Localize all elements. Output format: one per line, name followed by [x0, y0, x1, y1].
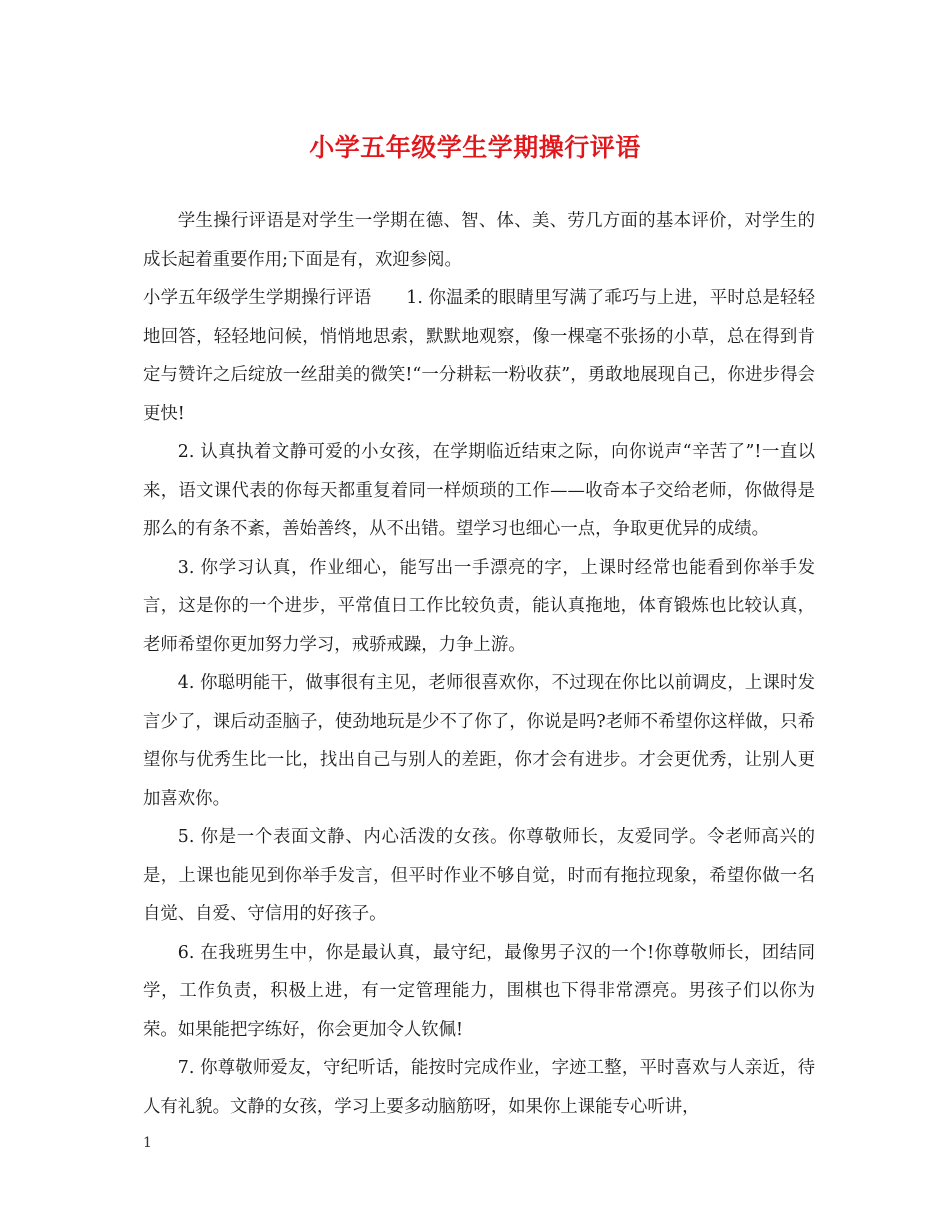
page-number: 1	[143, 1135, 152, 1151]
item-text-1: 1. 你温柔的眼睛里写满了乖巧与上进，平时总是轻轻地回答，轻轻地问候，悄悄地思索，默默地观察，像一棵毫不张扬的小草，总在得到肯定与赞许之后绽放一丝甜美的微笑!“一分耕耘一粉收获”，勇敢地展现自己，你进步得会更快!	[143, 288, 815, 424]
item-paragraph-3: 3. 你学习认真，作业细心，能写出一手漂亮的字，上课时经常也能看到你举手发言，这是你的一个进步，平常值日工作比较负责，能认真拖地，体育锻炼也比较认真，老师希望你更加努力学习，戒骄戒躁，力争上游。	[143, 557, 815, 655]
document-title: 小学五年级学生学期操行评语	[309, 133, 641, 162]
item-paragraph-2: 2. 认真执着文静可爱的小女孩，在学期临近结束之际，向你说声“辛苦了”!一直以来，语文课代表的你每天都重复着同一样烦琐的工作——收奇本子交给老师，你做得是那么的有条不紊，善始善终，从不出错。望学习也细心一点，争取更优异的成绩。	[143, 442, 815, 539]
item-paragraph-1	[143, 279, 815, 433]
item-paragraph-7: 7. 你尊敬师爱友，守纪听话，能按时完成作业，字迹工整，平时喜欢与人亲近，待人有礼貌。文静的女孩，学习上要多动脑筋呀，如果你上课能专心听讲，	[143, 1058, 815, 1117]
intro-paragraph: 学生操行评语是对学生一学期在德、智、体、美、劳几方面的基本评价，对学生的成长起着重要作用;下面是有，欢迎参阅。	[143, 211, 815, 270]
item-paragraph-4: 4. 你聪明能干，做事很有主见，老师很喜欢你，不过现在你比以前调皮，上课时发言少了，课后动歪脑子，使劲地玩是少不了你了，你说是吗?老师不希望你这样做，只希望你与优秀生比一比，找出自己与别人的差距，你才会有进步。才会更优秀，让别人更加喜欢你。	[143, 673, 815, 809]
document-body	[143, 202, 815, 1126]
section-subtitle: 小学五年级学生学期操行评语	[143, 288, 372, 308]
item-paragraph-6: 6. 在我班男生中，你是最认真，最守纪，最像男子汉的一个!你尊敬师长，团结同学，工作负责，积极上进，有一定管理能力，围棋也下得非常漂亮。男孩子们以你为荣。如果能把字练好，你会更加令人钦佩!	[143, 942, 815, 1040]
item-paragraph-5: 5. 你是一个表面文静、内心活泼的女孩。你尊敬师长，友爱同学。令老师高兴的是，上课也能见到你举手发言，但平时作业不够自觉，时而有拖拉现象，希望你做一名自觉、自爱、守信用的好孩子。	[143, 827, 815, 924]
